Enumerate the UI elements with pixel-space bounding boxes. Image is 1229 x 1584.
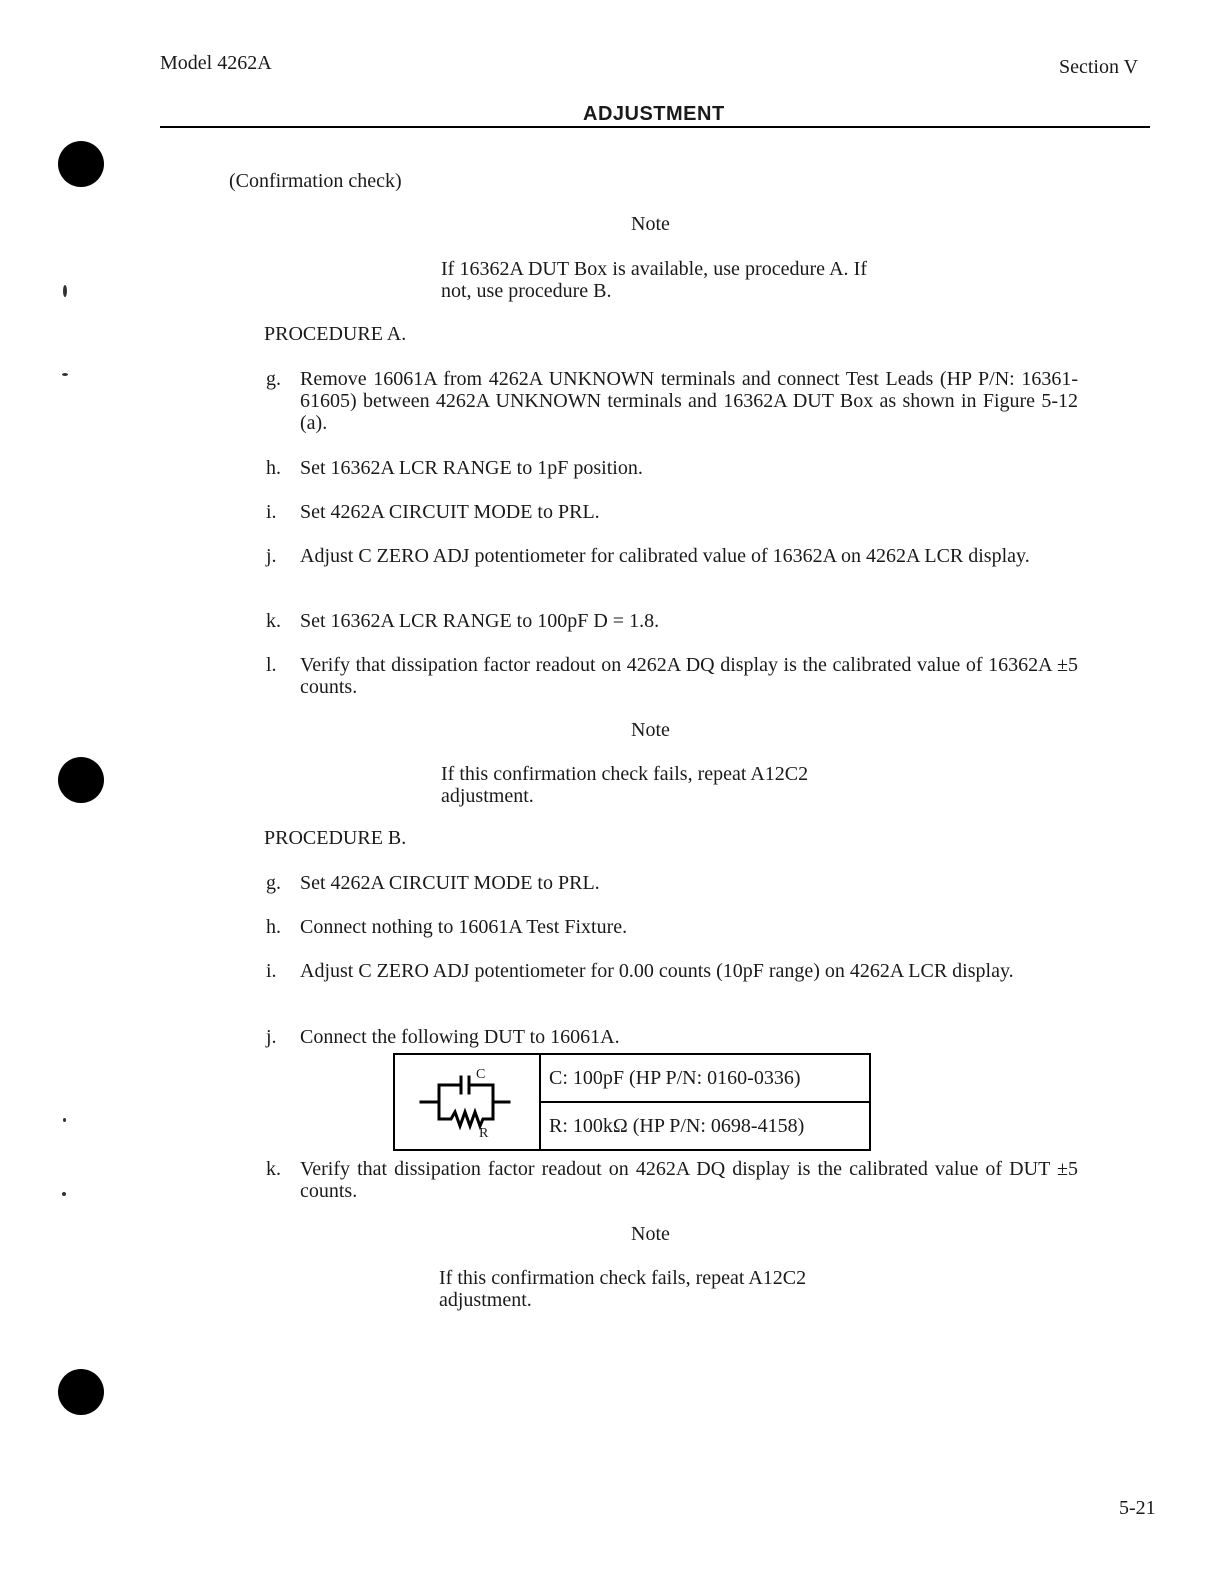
header-rule	[160, 126, 1150, 128]
procedure-a-heading: PROCEDURE A.	[264, 323, 407, 345]
scan-speck	[62, 373, 68, 376]
step-letter: i.	[266, 501, 277, 523]
page-title: ADJUSTMENT	[583, 103, 725, 125]
section-label: Section V	[1059, 56, 1139, 78]
note-text: If this confirmation check fails, repeat A12C2 adjustment.	[439, 1267, 807, 1311]
step-letter: j.	[266, 1026, 277, 1048]
step-text: Set 16362A LCR RANGE to 100pF D = 1.8.	[300, 610, 660, 632]
note-heading: Note	[631, 719, 670, 741]
note-heading: Note	[631, 213, 670, 235]
page-number: 5-21	[1119, 1497, 1156, 1519]
scan-speck	[63, 285, 67, 297]
step-letter: g.	[266, 872, 281, 894]
step-text: Connect the following DUT to 16061A.	[300, 1026, 620, 1048]
rc-parallel-circuit-icon	[395, 1055, 539, 1149]
step-letter: h.	[266, 457, 281, 479]
punch-hole-bottom	[58, 1369, 104, 1415]
step-text: Verify that dissipation factor readout on 4262A DQ display is the calibrated value of DUT ±5 counts.	[300, 1158, 1078, 1202]
step-letter: g.	[266, 368, 281, 390]
step-text: Remove 16061A from 4262A UNKNOWN terminals and connect Test Leads (HP P/N: 16361-61605) between 4262A UNKNOWN terminals and 16362A DUT Box as shown in Figure 5-12 (a).	[300, 368, 1078, 434]
scan-speck	[63, 1118, 66, 1122]
step-text: Adjust C ZERO ADJ potentiometer for calibrated value of 16362A on 4262A LCR display.	[300, 545, 1030, 567]
step-letter: k.	[266, 610, 281, 632]
dut-capacitor-row: C: 100pF (HP P/N: 0160-0336)	[541, 1055, 871, 1103]
note-text: If this confirmation check fails, repeat A12C2 adjustment.	[441, 763, 809, 807]
capacitor-label: C	[476, 1067, 486, 1082]
scan-speck	[62, 1192, 66, 1196]
step-letter: l.	[266, 654, 277, 676]
dut-resistor-row: R: 100kΩ (HP P/N: 0698-4158)	[549, 1115, 805, 1137]
dut-table	[393, 1053, 871, 1151]
step-text: Adjust C ZERO ADJ potentiometer for 0.00 counts (10pF range) on 4262A LCR display.	[300, 960, 1014, 982]
step-letter: j.	[266, 545, 277, 567]
step-letter: k.	[266, 1158, 281, 1180]
step-text: Verify that dissipation factor readout on 4262A DQ display is the calibrated value of 16362A ±5 counts.	[300, 654, 1078, 698]
model-label: Model 4262A	[160, 52, 272, 74]
resistor-label: R	[479, 1126, 489, 1141]
note-text: If 16362A DUT Box is available, use procedure A. If not, use procedure B.	[441, 258, 867, 302]
step-letter: h.	[266, 916, 281, 938]
note-heading: Note	[631, 1223, 670, 1245]
punch-hole-top	[58, 141, 104, 187]
confirmation-check-label: (Confirmation check)	[229, 170, 402, 192]
step-text: Set 4262A CIRCUIT MODE to PRL.	[300, 501, 600, 523]
punch-hole-middle	[58, 757, 104, 803]
procedure-b-heading: PROCEDURE B.	[264, 827, 407, 849]
step-letter: i.	[266, 960, 277, 982]
step-text: Set 4262A CIRCUIT MODE to PRL.	[300, 872, 600, 894]
step-text: Connect nothing to 16061A Test Fixture.	[300, 916, 628, 938]
dut-circuit-symbol	[395, 1055, 541, 1149]
step-text: Set 16362A LCR RANGE to 1pF position.	[300, 457, 643, 479]
